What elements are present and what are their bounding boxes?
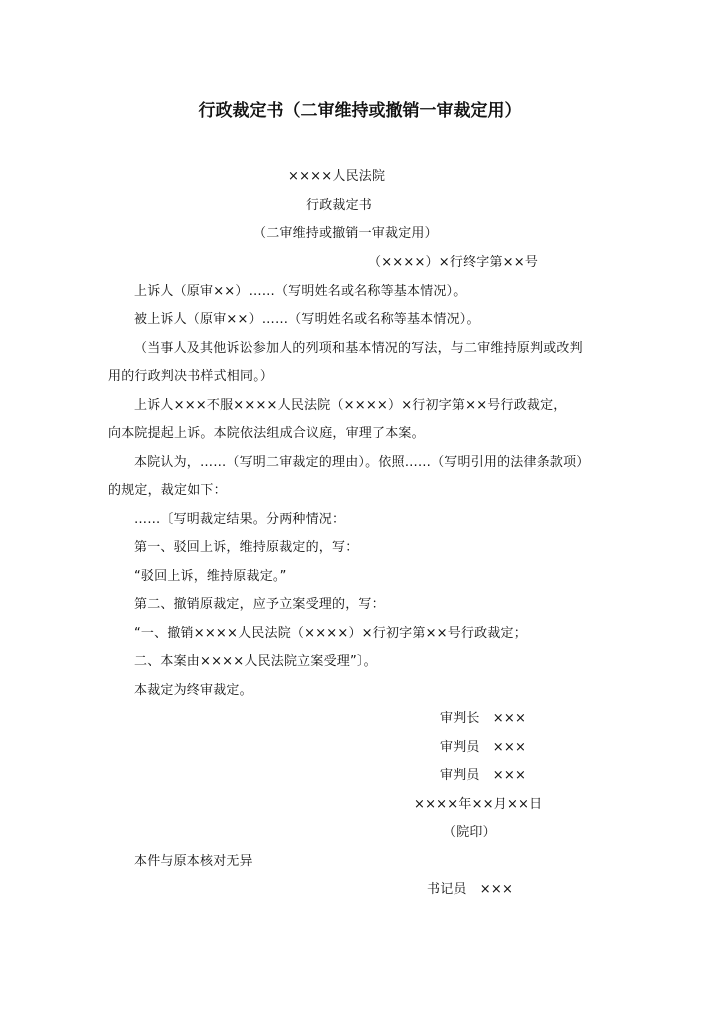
ruling-case-2-text-line-1: “一、撤销××××人民法院（××××）×行初字第××号行政裁定；: [134, 626, 527, 641]
ruling-case-1-text: “驳回上诉，维持原裁定。”: [134, 569, 287, 584]
signature-judge-1: 审判员 ×××: [440, 740, 527, 755]
verification-note: 本件与原本核对无异: [134, 854, 253, 869]
court-seal: （院印）: [443, 825, 496, 840]
case-number: （××××）×行终字第××号: [368, 255, 539, 270]
parties-note-line-1: （当事人及其他诉讼参加人的列项和基本情况的写法，与二审维持原判或改判: [134, 341, 583, 356]
ruling-intro: ……〔写明裁定结果。分两种情况：: [134, 512, 346, 527]
reasoning-paragraph-line-1: 本院认为，……（写明二审裁定的理由）。依照……（写明引用的法律条款项）: [134, 455, 590, 470]
appeal-paragraph-line-1: 上诉人×××不服××××人民法院（××××）×行初字第××号行政裁定，: [134, 398, 567, 413]
signature-clerk: 书记员 ×××: [427, 882, 514, 897]
ruling-case-2: 第二、撤销原裁定，应予立案受理的，写：: [134, 597, 385, 612]
appeal-paragraph-line-2: 向本院提起上诉。本院依法组成合议庭，审理了本案。: [108, 426, 425, 441]
final-ruling-statement: 本裁定为终审裁定。: [134, 683, 253, 698]
court-name: ××××人民法院: [288, 169, 386, 184]
appellee-paragraph: 被上诉人（原审××）……（写明姓名或名称等基本情况）。: [134, 312, 480, 327]
appellant-paragraph: 上诉人（原审××）……（写明姓名或名称等基本情况）。: [134, 284, 467, 299]
reasoning-paragraph-line-2: 的规定，裁定如下：: [108, 483, 227, 498]
page-title: 行政裁定书（二审维持或撤销一审裁定用）: [198, 101, 522, 121]
document-name: 行政裁定书: [306, 198, 373, 213]
signature-chief-judge: 审判长 ×××: [440, 711, 527, 726]
ruling-case-2-text-line-2: 二、本案由××××人民法院立案受理”〕。: [134, 654, 377, 669]
document-subtitle: （二审维持或撤销一审裁定用）: [253, 226, 438, 241]
signature-judge-2: 审判员 ×××: [440, 768, 527, 783]
parties-note-line-2: 用的行政判决书样式相同。）: [108, 369, 274, 384]
ruling-case-1: 第一、驳回上诉，维持原裁定的，写：: [134, 540, 359, 555]
ruling-date: ××××年××月××日: [414, 797, 543, 812]
